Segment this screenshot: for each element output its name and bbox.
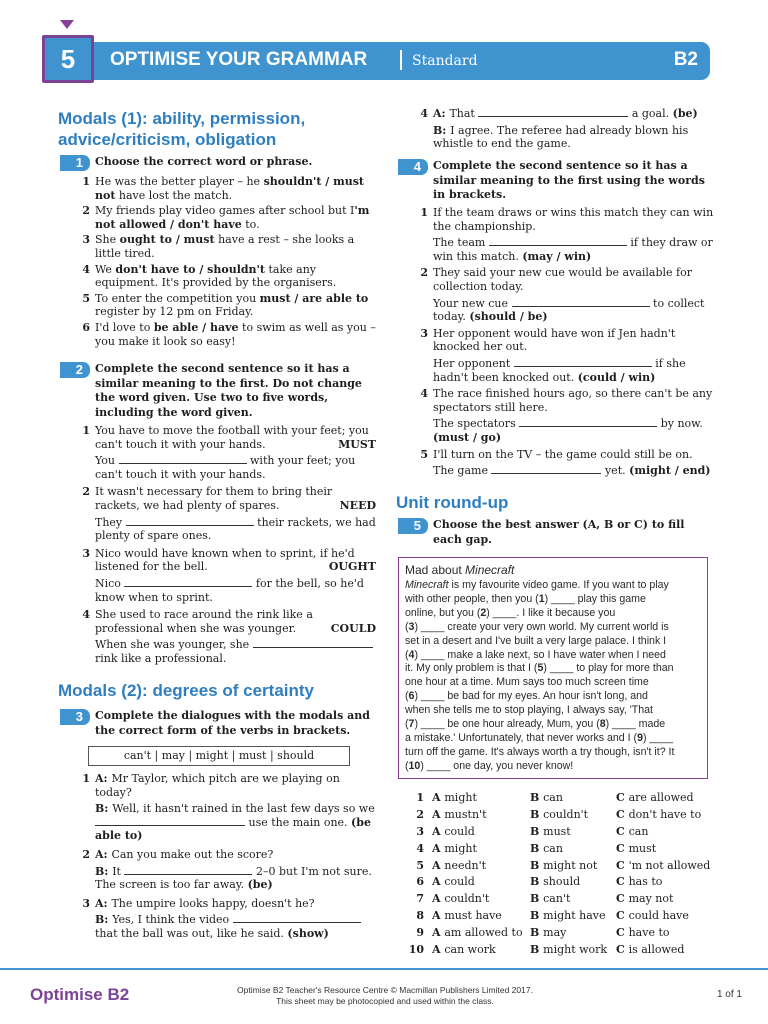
speaker-label: B:	[95, 802, 113, 816]
verb-hint: (must / go)	[433, 430, 502, 444]
option-letter: B	[530, 909, 544, 923]
verb-hint: (should / be)	[469, 310, 548, 324]
list-item	[58, 547, 376, 604]
item-number: 3	[82, 896, 90, 910]
list-item	[58, 175, 376, 202]
item-number: 1	[82, 772, 90, 785]
story-line: Minecraft is my favourite video game. If you want to play	[405, 579, 669, 591]
item-number: 3	[82, 233, 90, 247]
option-c: C could have	[616, 909, 689, 923]
word-separator: |	[228, 749, 239, 762]
exercise-number: 3	[60, 709, 90, 725]
speaker-b-line: B: Well, it hasn't rained in the last few days so we use the main one. (be able to)	[95, 802, 375, 843]
item-text: She used to race around the rink like a professional when she was younger. COULD	[95, 608, 376, 635]
gap-number: 1	[538, 592, 545, 605]
item-text: To enter the competition you must / are able to register by 12 pm on Friday.	[95, 291, 369, 319]
option-c: C has to	[616, 875, 663, 889]
key-word: MUST	[338, 437, 376, 451]
speaker-b-line: B: Yes, I think the video that the ball was out, like he said. (show)	[95, 913, 376, 940]
option-letter: A	[432, 841, 445, 855]
option-b: B can't	[530, 892, 571, 906]
item-text: I'd love to be able / have to swim as well as you – you make it look so easy!	[95, 320, 376, 348]
option-b: B might work	[530, 943, 608, 957]
story-line: one hour at a time. Mum says too much screen time	[405, 676, 649, 689]
option-letter: B	[530, 892, 544, 906]
option-letter: A	[432, 875, 445, 889]
option-a: A needn't	[432, 858, 487, 872]
exercise-number: 2	[60, 362, 90, 378]
item-number: 5	[420, 447, 428, 461]
story-line: it. My only problem is that I (5) ____ to play for more than	[405, 662, 674, 675]
answer-sentence: When she was younger, she rink like a professional.	[95, 638, 376, 665]
option-letter: C	[616, 858, 629, 872]
choice-options: must / are able to	[259, 291, 369, 305]
exercise-instruction: Choose the best answer (A, B or C) to fill each gap.	[433, 518, 685, 546]
gap-number: 2	[480, 606, 487, 619]
item-text: He was the better player – he shouldn't / must not have lost the match.	[95, 175, 365, 202]
list-item	[396, 266, 714, 323]
speaker-a-line: A: Mr Taylor, which pitch are we playing on today?	[95, 772, 340, 799]
answer-blank	[253, 639, 373, 648]
story-line: a mistake.' Unfortunately, that never works and I (9) ____	[405, 731, 674, 744]
header-marker-triangle	[60, 20, 74, 29]
item-number: 1	[82, 424, 90, 437]
item-text: It wasn't necessary for them to bring their rackets, we had plenty of spares. NEED	[95, 485, 376, 512]
speaker-label: B:	[95, 913, 113, 927]
page-number: 1 of 1	[716, 989, 742, 1000]
gap-number: 9	[637, 731, 643, 744]
answer-number: 4	[416, 841, 424, 855]
word-separator: |	[184, 749, 196, 762]
option-letter: A	[432, 926, 445, 940]
option-letter: B	[530, 943, 544, 957]
choice-options: shouldn't / must not	[95, 175, 365, 202]
verb-hint: (show)	[287, 926, 329, 940]
item-number: 4	[82, 608, 90, 622]
option-a: A could	[432, 875, 475, 889]
list-item	[58, 204, 376, 231]
item-number: 6	[82, 320, 90, 334]
story-line: (6) ____ be bad for my eyes. An hour isn't long, and	[405, 690, 648, 703]
gap-number: 6	[408, 690, 415, 703]
option-letter: C	[616, 807, 629, 821]
answer-sentence: The team if they draw or win this match. (may / win)	[433, 236, 713, 263]
exercise-4-items	[396, 206, 714, 481]
option-letter: B	[530, 824, 544, 838]
answer-blank	[126, 517, 254, 526]
speaker-a-line: A: The umpire looks happy, doesn't he?	[95, 896, 315, 910]
section-title-modals1	[58, 108, 305, 150]
word-separator: |	[151, 749, 162, 762]
gap-number: 8	[599, 718, 606, 731]
gap-number: 7	[408, 718, 415, 731]
speaker-b-line: B: I agree. The referee had already blown his whistle to end the game.	[433, 123, 689, 151]
word-separator: |	[266, 749, 278, 762]
story-title	[405, 562, 701, 578]
speaker-label: A:	[95, 772, 112, 785]
list-item	[58, 772, 376, 843]
option-letter: B	[530, 791, 544, 804]
exercise-1-items	[58, 175, 376, 350]
option-letter: A	[432, 858, 445, 872]
header-level: B2	[673, 49, 698, 70]
footer-copyright-line: This sheet may be photocopied and used within the class.	[276, 996, 494, 1006]
item-number: 5	[82, 291, 90, 305]
word-box	[88, 746, 350, 766]
speaker-a-line: A: That a goal. (be)	[433, 107, 698, 120]
item-text: The race finished hours ago, so there can't be any spectators still here.	[433, 387, 713, 414]
answer-blank	[514, 358, 652, 367]
item-text: I'll turn on the TV – the game could still be on.	[433, 447, 693, 461]
answer-sentence: Your new cue to collect today. (should / be)	[433, 296, 705, 324]
verb-hint: (may / win)	[522, 249, 592, 263]
item-text: She ought to / must have a rest – she looks a little tired.	[95, 233, 355, 260]
list-item	[58, 848, 376, 892]
option-b: B might have	[530, 909, 606, 923]
option-letter: A	[432, 791, 445, 804]
option-b: B must	[530, 824, 571, 838]
answer-blank	[233, 914, 361, 923]
option-c: C have to	[616, 926, 670, 940]
verb-hint: (could / win)	[577, 370, 656, 384]
answer-number: 3	[416, 824, 424, 838]
story-title-text: Mad about	[405, 563, 466, 577]
item-text: Her opponent would have won if Jen hadn't knocked her out.	[433, 326, 676, 354]
word-box-item: must	[238, 749, 267, 762]
list-item	[58, 263, 376, 290]
exercise-number: 5	[398, 518, 428, 534]
list-item	[396, 107, 714, 151]
option-letter: B	[530, 875, 544, 889]
footer-brand: Optimise B2	[30, 985, 130, 1004]
word-box-item: might	[195, 749, 229, 762]
answer-number: 8	[416, 909, 424, 923]
speaker-label: A:	[433, 107, 450, 120]
key-word: COULD	[330, 621, 376, 635]
option-a: A am allowed to	[432, 926, 523, 940]
option-letter: B	[530, 926, 544, 940]
answer-row	[404, 858, 714, 875]
exercise-instruction: Choose the correct word or phrase.	[95, 155, 313, 168]
exercise-3	[58, 709, 376, 738]
item-number: 1	[82, 175, 90, 188]
list-item	[396, 327, 714, 384]
section-title-line: advice/criticism, obligation	[58, 130, 277, 149]
option-letter: A	[432, 909, 445, 923]
story-line: with other people, then you (1) ____ play this game	[405, 592, 646, 605]
answer-blank	[95, 817, 245, 826]
option-letter: B	[530, 858, 544, 872]
choice-options: be able / have	[153, 320, 239, 334]
story-line: when she tells me to stop playing, I always say, 'That	[405, 704, 653, 717]
answer-sentence: They their rackets, we had plenty of spare ones.	[95, 515, 376, 543]
exercise-2-items	[58, 424, 376, 670]
answer-blank	[489, 237, 627, 246]
answer-sentence: Nico for the bell, so he'd know when to sprint.	[95, 576, 364, 604]
answer-blank	[519, 418, 657, 427]
item-number: 2	[82, 485, 90, 499]
answer-number: 1	[416, 791, 424, 804]
speaker-label: B:	[95, 864, 113, 878]
option-a: A can work	[432, 943, 496, 957]
exercise-3-items	[58, 772, 376, 946]
answer-blank	[124, 866, 252, 875]
story-line: (4) ____ make a lake next, so I have water when I need	[405, 648, 666, 661]
answer-row	[404, 925, 714, 942]
section-title-line: Modals (1): ability, permission,	[58, 109, 306, 128]
word-box-item: should	[277, 749, 315, 762]
option-b: B couldn't	[530, 807, 589, 821]
item-text: They said your new cue would be available for collection today.	[433, 266, 693, 293]
option-a: A might	[432, 791, 477, 804]
speaker-label: A:	[95, 847, 112, 861]
item-number: 3	[420, 326, 428, 340]
exercise-instruction: Complete the second sentence so it has a similar meaning to the first. Do not change the word given. Use two to five words, including the word given.	[95, 362, 362, 419]
story-line: turn off the game. It's always worth a try though, isn't it? It	[405, 745, 675, 758]
answer-options-table	[404, 790, 714, 959]
option-b: B may	[530, 926, 567, 940]
list-item	[396, 206, 714, 263]
answer-row	[404, 908, 714, 925]
item-number: 2	[82, 847, 90, 861]
choice-options: don't have to / shouldn't	[115, 262, 266, 276]
list-item	[58, 292, 376, 319]
story-body	[405, 579, 701, 774]
answer-number: 5	[416, 858, 424, 872]
option-b: B should	[530, 875, 581, 889]
story-line: (7) ____ be one hour already, Mum, you (8) ____ made	[405, 718, 666, 731]
gap-number: 3	[408, 620, 415, 633]
item-text: If the team draws or wins this match they can win the championship.	[433, 206, 714, 233]
option-c: C can	[616, 824, 649, 838]
option-c: C 'm not allowed	[616, 858, 711, 872]
choice-options: 'm not allowed / don't have	[95, 204, 370, 231]
answer-row	[404, 874, 714, 891]
unit-number: 5	[60, 44, 76, 74]
option-letter: B	[530, 807, 544, 821]
story-line: set in a desert and I've built a very large palace. I think I	[405, 634, 667, 647]
verb-hint: (be)	[247, 878, 273, 892]
story-game-name: Minecraft	[405, 579, 449, 591]
gap-number: 5	[537, 662, 544, 675]
option-a: A must have	[432, 909, 502, 923]
option-letter: B	[530, 841, 544, 855]
header-variant: Standard	[412, 53, 478, 69]
option-letter: A	[432, 943, 445, 957]
item-text: We don't have to / shouldn't take any equipment. It's provided by the organisers.	[95, 262, 337, 290]
item-text: Nico would have known when to sprint, if he'd listened for the bell. OUGHT	[95, 546, 376, 574]
answer-blank	[491, 465, 601, 474]
item-number: 4	[420, 107, 428, 120]
answer-row	[404, 824, 714, 841]
key-word: OUGHT	[328, 560, 376, 574]
answer-row	[404, 942, 714, 959]
verb-hint: (be)	[672, 107, 698, 120]
option-letter: A	[432, 824, 445, 838]
speaker-b-line: B: It 2–0 but I'm not sure. The screen is too far away. (be)	[95, 864, 372, 892]
exercise-5	[396, 518, 714, 547]
option-c: C are allowed	[616, 791, 694, 804]
list-item	[396, 387, 714, 444]
answer-sentence: You with your feet; you can't touch it with your hands.	[95, 454, 356, 481]
option-c: C don't have to	[616, 807, 702, 821]
story-box	[398, 557, 708, 779]
option-b: B can	[530, 791, 563, 804]
answer-number: 10	[408, 943, 424, 957]
answer-number: 6	[416, 875, 424, 889]
option-letter: C	[616, 841, 629, 855]
story-line: (3) ____ create your very own world. My current world is	[405, 620, 669, 633]
option-a: A could	[432, 824, 475, 838]
exercise-instruction: Complete the second sentence so it has a similar meaning to the first using the words in brackets.	[433, 159, 705, 201]
answer-sentence: Her opponent if she hadn't been knocked out. (could / win)	[433, 356, 686, 384]
header-separator	[400, 50, 402, 70]
section-title-roundup: Unit round-up	[396, 493, 509, 512]
answer-blank	[119, 455, 247, 464]
exercise-2	[58, 362, 376, 420]
answer-blank	[478, 108, 628, 117]
option-c: C is allowed	[616, 943, 685, 957]
speaker-label: A:	[95, 896, 112, 910]
exercise-number: 4	[398, 159, 428, 175]
option-a: A mustn't	[432, 807, 487, 821]
option-letter: C	[616, 926, 629, 940]
option-a: A might	[432, 841, 477, 855]
option-c: C must	[616, 841, 657, 855]
answer-number: 9	[416, 926, 424, 940]
option-letter: C	[616, 875, 629, 889]
option-letter: C	[616, 892, 629, 906]
answer-number: 7	[416, 892, 424, 906]
item-number: 2	[420, 266, 428, 280]
verb-hint: (might / end)	[629, 464, 711, 478]
item-number: 2	[82, 204, 90, 218]
list-item	[58, 897, 376, 941]
item-text: You have to move the football with your feet; you can't touch it with your hands. MUST	[95, 424, 376, 451]
option-b: B might not	[530, 858, 598, 872]
gap-number: 4	[408, 648, 415, 661]
verb-hint: (be able to)	[95, 815, 371, 843]
gap-number: 10	[408, 759, 421, 772]
footer-copyright	[200, 985, 570, 1007]
list-item	[58, 608, 376, 665]
footer-copyright-line: Optimise B2 Teacher's Resource Centre © Macmillan Publishers Limited 2017.	[237, 985, 533, 995]
item-number: 4	[420, 387, 428, 401]
exercise-instruction: Complete the dialogues with the modals and the correct form of the verbs in brackets.	[95, 709, 370, 737]
answer-sentence: The spectators by now. (must / go)	[433, 417, 703, 444]
option-a: A couldn't	[432, 892, 490, 906]
word-box-item: may	[161, 749, 185, 762]
word-box-item: can't	[123, 749, 152, 762]
choice-options: ought to / must	[119, 233, 215, 247]
page-title: OPTIMISE YOUR GRAMMAR	[110, 49, 368, 70]
footer-rule	[0, 968, 768, 970]
answer-row	[404, 807, 714, 824]
list-item	[58, 321, 376, 348]
item-number: 1	[420, 206, 428, 219]
section-title-modals2: Modals (2): degrees of certainty	[58, 681, 315, 700]
option-letter: A	[432, 892, 445, 906]
story-line: (10) ____ one day, you never know!	[405, 759, 574, 772]
item-number: 4	[82, 262, 90, 276]
exercise-1	[58, 155, 376, 170]
option-letter: C	[616, 909, 629, 923]
answer-row	[404, 841, 714, 858]
answer-blank	[124, 578, 252, 587]
story-title-game: Minecraft	[465, 563, 515, 577]
exercise-number: 1	[60, 155, 90, 171]
key-word: NEED	[339, 498, 376, 512]
option-letter: C	[616, 943, 629, 957]
story-line: online, but you (2) ____. I like it because you	[405, 606, 616, 619]
option-c: C may not	[616, 892, 674, 906]
answer-sentence: The game yet. (might / end)	[433, 464, 711, 478]
answer-row	[404, 790, 714, 807]
answer-number: 2	[416, 807, 424, 821]
answer-blank	[512, 298, 650, 307]
exercise-4	[396, 159, 714, 203]
exercise-3-items-continued	[396, 107, 714, 156]
speaker-a-line: A: Can you make out the score?	[95, 847, 274, 861]
item-number: 3	[82, 546, 90, 560]
list-item	[396, 448, 714, 478]
option-letter: A	[432, 807, 445, 821]
answer-row	[404, 891, 714, 908]
option-letter: C	[616, 824, 629, 838]
option-letter: C	[616, 791, 629, 804]
option-b: B can	[530, 841, 563, 855]
speaker-label: B:	[433, 123, 451, 137]
list-item	[58, 424, 376, 481]
list-item	[58, 233, 376, 260]
item-text: My friends play video games after school but I'm not allowed / don't have to.	[95, 204, 370, 231]
list-item	[58, 485, 376, 542]
